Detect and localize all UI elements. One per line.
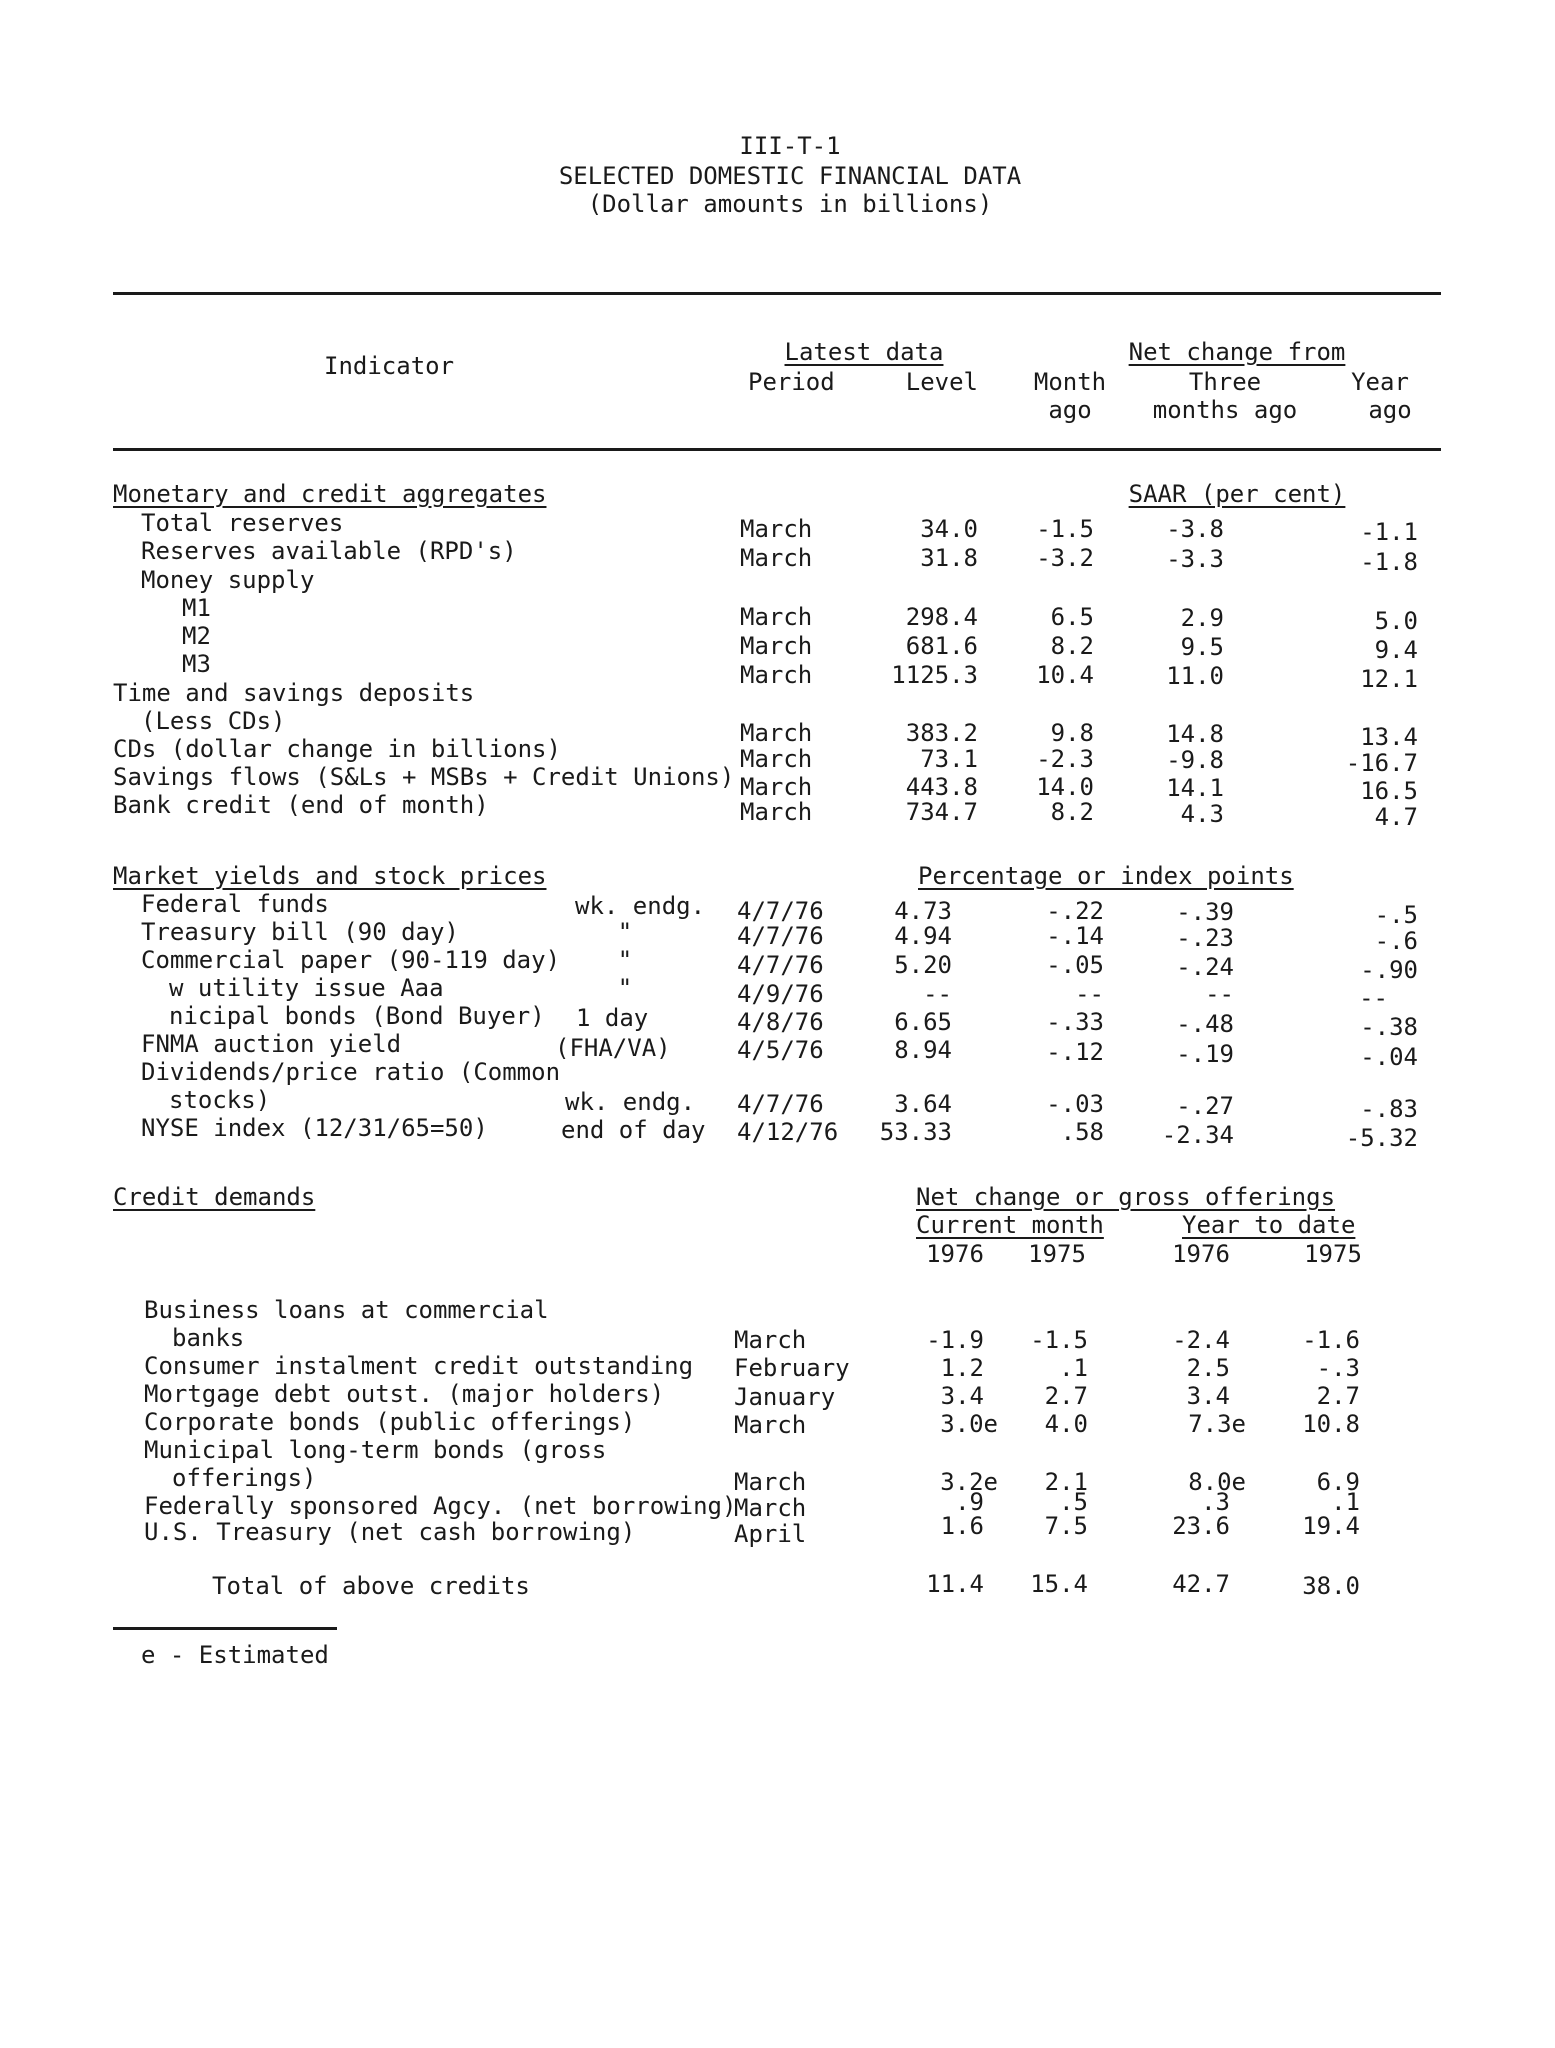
total-yd75: 38.0 bbox=[1302, 1572, 1360, 1600]
row-period: 4/7/76 bbox=[737, 897, 824, 925]
row-year: 4.7 bbox=[1374, 803, 1418, 831]
row-three: 14.1 bbox=[1166, 774, 1224, 802]
row-label: Treasury bill (90 day) bbox=[141, 918, 459, 946]
section-heading-monetary: Monetary and credit aggregates bbox=[113, 480, 547, 508]
row-year: -1.8 bbox=[1360, 548, 1418, 576]
row-label: stocks) bbox=[169, 1086, 271, 1114]
row-level: 8.94 bbox=[894, 1036, 952, 1064]
section-heading-market: Market yields and stock prices bbox=[113, 862, 547, 890]
row-yd75: 6.9 bbox=[1316, 1468, 1360, 1496]
row-level: 1125.3 bbox=[891, 661, 978, 689]
row-basis: end of day bbox=[561, 1116, 706, 1144]
row-yd75: 10.8 bbox=[1302, 1410, 1360, 1438]
row-yd76: 8.0e bbox=[1188, 1468, 1246, 1496]
row-label: Business loans at commercial bbox=[144, 1296, 549, 1324]
row-period: March bbox=[734, 1494, 807, 1522]
total-label: Total of above credits bbox=[212, 1572, 530, 1600]
row-basis: " bbox=[617, 918, 633, 946]
col-period: Period bbox=[748, 368, 835, 396]
row-three: -9.8 bbox=[1166, 746, 1224, 774]
row-year: -.38 bbox=[1360, 1013, 1418, 1041]
row-month: 8.2 bbox=[1050, 798, 1094, 826]
row-label: w utility issue Aaa bbox=[169, 974, 444, 1002]
row-level: 734.7 bbox=[905, 798, 978, 826]
row-label: U.S. Treasury (net cash borrowing) bbox=[144, 1518, 636, 1546]
row-cm76: .9 bbox=[955, 1488, 984, 1516]
row-level: 443.8 bbox=[905, 773, 978, 801]
row-cm75: 7.5 bbox=[1044, 1512, 1088, 1540]
row-label: banks bbox=[172, 1324, 245, 1352]
row-period: 4/7/76 bbox=[737, 1090, 824, 1118]
row-period: 4/5/76 bbox=[737, 1036, 824, 1064]
row-period: 4/8/76 bbox=[737, 1008, 824, 1036]
row-label: Commercial paper (90-119 day) bbox=[141, 946, 561, 974]
row-level: 298.4 bbox=[905, 603, 978, 631]
row-month: -3.2 bbox=[1036, 544, 1094, 572]
footnote: e - Estimated bbox=[141, 1641, 329, 1669]
row-label: nicipal bonds (Bond Buyer) bbox=[169, 1002, 545, 1030]
row-cm75: 2.1 bbox=[1044, 1468, 1088, 1496]
row-label: Dividends/price ratio (Common bbox=[141, 1058, 561, 1086]
row-yd75: -.3 bbox=[1316, 1354, 1360, 1382]
row-period: March bbox=[740, 661, 813, 689]
row-period: March bbox=[740, 515, 813, 543]
row-month: -.12 bbox=[1046, 1038, 1104, 1066]
row-period: March bbox=[740, 632, 813, 660]
row-month: -.05 bbox=[1046, 951, 1104, 979]
row-month: -2.3 bbox=[1036, 745, 1094, 773]
section-unit-monetary: SAAR (per cent) bbox=[1128, 480, 1346, 508]
row-yd76: 7.3e bbox=[1188, 1410, 1246, 1438]
row-basis: (FHA/VA) bbox=[555, 1034, 671, 1062]
year-1975-current: 1975 bbox=[1028, 1240, 1086, 1268]
row-label: Municipal long-term bonds (gross bbox=[144, 1436, 607, 1464]
col-level: Level bbox=[905, 368, 978, 396]
row-month: -.14 bbox=[1046, 922, 1104, 950]
col-three-2: months ago bbox=[1152, 396, 1298, 424]
row-three: 11.0 bbox=[1166, 662, 1224, 690]
row-yd76: 2.5 bbox=[1186, 1354, 1230, 1382]
row-yd76: 23.6 bbox=[1172, 1512, 1230, 1540]
row-basis: " bbox=[617, 974, 633, 1002]
row-year: 13.4 bbox=[1360, 723, 1418, 751]
total-yd76: 42.7 bbox=[1172, 1570, 1230, 1598]
row-label: (Less CDs) bbox=[141, 707, 286, 735]
row-month: 8.2 bbox=[1050, 632, 1094, 660]
subhead-current-month: Current month bbox=[916, 1211, 1104, 1239]
row-three: -3.3 bbox=[1166, 545, 1224, 573]
row-three: -.19 bbox=[1176, 1040, 1234, 1068]
row-label: Savings flows (S&Ls + MSBs + Credit Unions) bbox=[113, 763, 735, 791]
col-month-2: ago bbox=[1048, 396, 1092, 424]
row-label: Time and savings deposits bbox=[113, 679, 475, 707]
row-three: -.24 bbox=[1176, 953, 1234, 981]
row-year: -.6 bbox=[1374, 927, 1418, 955]
row-label: Reserves available (RPD's) bbox=[141, 537, 517, 565]
row-label: M3 bbox=[182, 650, 211, 678]
col-net-change-from: Net change from bbox=[1128, 338, 1346, 366]
row-level: 681.6 bbox=[905, 632, 978, 660]
row-year: -.5 bbox=[1374, 901, 1418, 929]
row-year: -16.7 bbox=[1345, 749, 1418, 777]
row-three: -- bbox=[1205, 980, 1234, 1008]
row-period: March bbox=[740, 798, 813, 826]
section-heading-credit: Credit demands bbox=[113, 1183, 316, 1211]
row-year: -1.1 bbox=[1360, 518, 1418, 546]
page-title: SELECTED DOMESTIC FINANCIAL DATA bbox=[558, 162, 1022, 190]
row-period: 4/7/76 bbox=[737, 922, 824, 950]
row-month: -- bbox=[1075, 980, 1104, 1008]
row-basis: 1 day bbox=[576, 1004, 649, 1032]
row-yd76: -2.4 bbox=[1172, 1326, 1230, 1354]
row-basis: wk. endg. bbox=[565, 1088, 696, 1116]
row-cm75: -1.5 bbox=[1030, 1326, 1088, 1354]
row-label: Money supply bbox=[141, 566, 315, 594]
row-level: 4.73 bbox=[894, 897, 952, 925]
row-yd75: .1 bbox=[1331, 1488, 1360, 1516]
row-cm76: -1.9 bbox=[926, 1326, 984, 1354]
top-rule bbox=[113, 292, 1441, 295]
row-cm76: 1.6 bbox=[940, 1512, 984, 1540]
row-level: 31.8 bbox=[920, 544, 978, 572]
col-three-1: Three bbox=[1188, 368, 1262, 396]
row-year: 16.5 bbox=[1360, 777, 1418, 805]
row-three: 14.8 bbox=[1166, 720, 1224, 748]
row-period: 4/12/76 bbox=[737, 1118, 839, 1146]
row-cm75: .1 bbox=[1059, 1354, 1088, 1382]
row-level: 5.20 bbox=[894, 951, 952, 979]
row-period: February bbox=[734, 1354, 850, 1382]
row-month: -1.5 bbox=[1036, 515, 1094, 543]
year-1975-ytd: 1975 bbox=[1304, 1240, 1362, 1268]
row-month: -.33 bbox=[1046, 1008, 1104, 1036]
row-label: M2 bbox=[182, 622, 211, 650]
row-level: 53.33 bbox=[879, 1118, 952, 1146]
row-three: 4.3 bbox=[1180, 800, 1224, 828]
row-level: 34.0 bbox=[920, 515, 978, 543]
row-level: 383.2 bbox=[905, 719, 978, 747]
col-month-1: Month bbox=[1033, 368, 1107, 396]
row-month: 6.5 bbox=[1050, 603, 1094, 631]
row-yd75: -1.6 bbox=[1302, 1326, 1360, 1354]
col-indicator: Indicator bbox=[324, 352, 455, 380]
row-level: 73.1 bbox=[920, 745, 978, 773]
year-1976-ytd: 1976 bbox=[1172, 1240, 1230, 1268]
row-cm75: 4.0 bbox=[1044, 1410, 1088, 1438]
row-yd75: 19.4 bbox=[1302, 1512, 1360, 1540]
row-label: offerings) bbox=[172, 1464, 317, 1492]
total-cm75: 15.4 bbox=[1030, 1570, 1088, 1598]
row-cm75: 2.7 bbox=[1044, 1382, 1088, 1410]
row-level: -- bbox=[923, 980, 952, 1008]
row-period: March bbox=[740, 773, 813, 801]
row-period: March bbox=[734, 1468, 807, 1496]
row-cm76: 3.4 bbox=[940, 1382, 984, 1410]
row-year: -.83 bbox=[1360, 1095, 1418, 1123]
total-cm76: 11.4 bbox=[926, 1570, 984, 1598]
row-year: -.90 bbox=[1360, 956, 1418, 984]
row-cm76: 3.0e bbox=[940, 1410, 998, 1438]
row-three: -3.8 bbox=[1166, 515, 1224, 543]
row-three: 2.9 bbox=[1180, 604, 1224, 632]
row-period: March bbox=[740, 745, 813, 773]
row-cm76: 3.2e bbox=[940, 1468, 998, 1496]
row-year: -- bbox=[1359, 984, 1388, 1012]
row-period: 4/9/76 bbox=[737, 980, 824, 1008]
footnote-rule bbox=[113, 1627, 337, 1630]
table-code: III-T-1 bbox=[739, 132, 841, 160]
row-year: 12.1 bbox=[1360, 665, 1418, 693]
row-three: -.23 bbox=[1176, 924, 1234, 952]
row-level: 6.65 bbox=[894, 1008, 952, 1036]
row-period: April bbox=[734, 1520, 807, 1548]
row-label: Bank credit (end of month) bbox=[113, 791, 489, 819]
row-period: March bbox=[734, 1326, 807, 1354]
row-label: CDs (dollar change in billions) bbox=[113, 735, 561, 763]
row-three: -.27 bbox=[1176, 1092, 1234, 1120]
row-month: -.03 bbox=[1046, 1090, 1104, 1118]
row-three: -.39 bbox=[1176, 898, 1234, 926]
header-rule bbox=[113, 448, 1441, 451]
row-period: March bbox=[734, 1411, 807, 1439]
col-year-2: ago bbox=[1368, 396, 1412, 424]
row-three: -.48 bbox=[1176, 1010, 1234, 1038]
row-label: Mortgage debt outst. (major holders) bbox=[144, 1380, 665, 1408]
row-level: 3.64 bbox=[894, 1090, 952, 1118]
section-unit-market: Percentage or index points bbox=[918, 862, 1294, 890]
row-label: FNMA auction yield bbox=[141, 1030, 402, 1058]
row-month: 14.0 bbox=[1036, 773, 1094, 801]
row-label: Total reserves bbox=[141, 509, 344, 537]
row-month: 9.8 bbox=[1050, 719, 1094, 747]
section-unit-credit: Net change or gross offerings bbox=[916, 1183, 1336, 1211]
row-label: M1 bbox=[182, 594, 211, 622]
row-year: -5.32 bbox=[1345, 1124, 1418, 1152]
year-1976-current: 1976 bbox=[926, 1240, 984, 1268]
row-three: -2.34 bbox=[1161, 1121, 1234, 1149]
row-month: 10.4 bbox=[1036, 661, 1094, 689]
row-yd76: .3 bbox=[1201, 1488, 1230, 1516]
row-label: Federally sponsored Agcy. (net borrowing) bbox=[144, 1492, 737, 1520]
col-year-1: Year bbox=[1351, 368, 1409, 396]
row-label: NYSE index (12/31/65=50) bbox=[141, 1114, 488, 1142]
col-latest-data: Latest data bbox=[784, 338, 944, 366]
row-basis: wk. endg. bbox=[575, 892, 706, 920]
row-period: March bbox=[740, 603, 813, 631]
row-yd75: 2.7 bbox=[1316, 1382, 1360, 1410]
row-year: -.04 bbox=[1360, 1043, 1418, 1071]
row-period: January bbox=[734, 1383, 836, 1411]
subhead-year-to-date: Year to date bbox=[1182, 1211, 1356, 1239]
row-month: -.22 bbox=[1046, 897, 1104, 925]
page-subtitle: (Dollar amounts in billions) bbox=[587, 190, 993, 218]
row-period: March bbox=[740, 719, 813, 747]
row-basis: " bbox=[617, 946, 633, 974]
row-label: Federal funds bbox=[141, 890, 329, 918]
row-year: 9.4 bbox=[1374, 636, 1418, 664]
row-level: 4.94 bbox=[894, 922, 952, 950]
row-period: 4/7/76 bbox=[737, 951, 824, 979]
row-cm75: .5 bbox=[1059, 1488, 1088, 1516]
row-yd76: 3.4 bbox=[1186, 1382, 1230, 1410]
row-label: Corporate bonds (public offerings) bbox=[144, 1408, 636, 1436]
row-year: 5.0 bbox=[1374, 607, 1418, 635]
row-month: .58 bbox=[1060, 1118, 1104, 1146]
row-three: 9.5 bbox=[1180, 633, 1224, 661]
row-period: March bbox=[740, 544, 813, 572]
row-label: Consumer instalment credit outstanding bbox=[144, 1352, 694, 1380]
row-cm76: 1.2 bbox=[940, 1354, 984, 1382]
